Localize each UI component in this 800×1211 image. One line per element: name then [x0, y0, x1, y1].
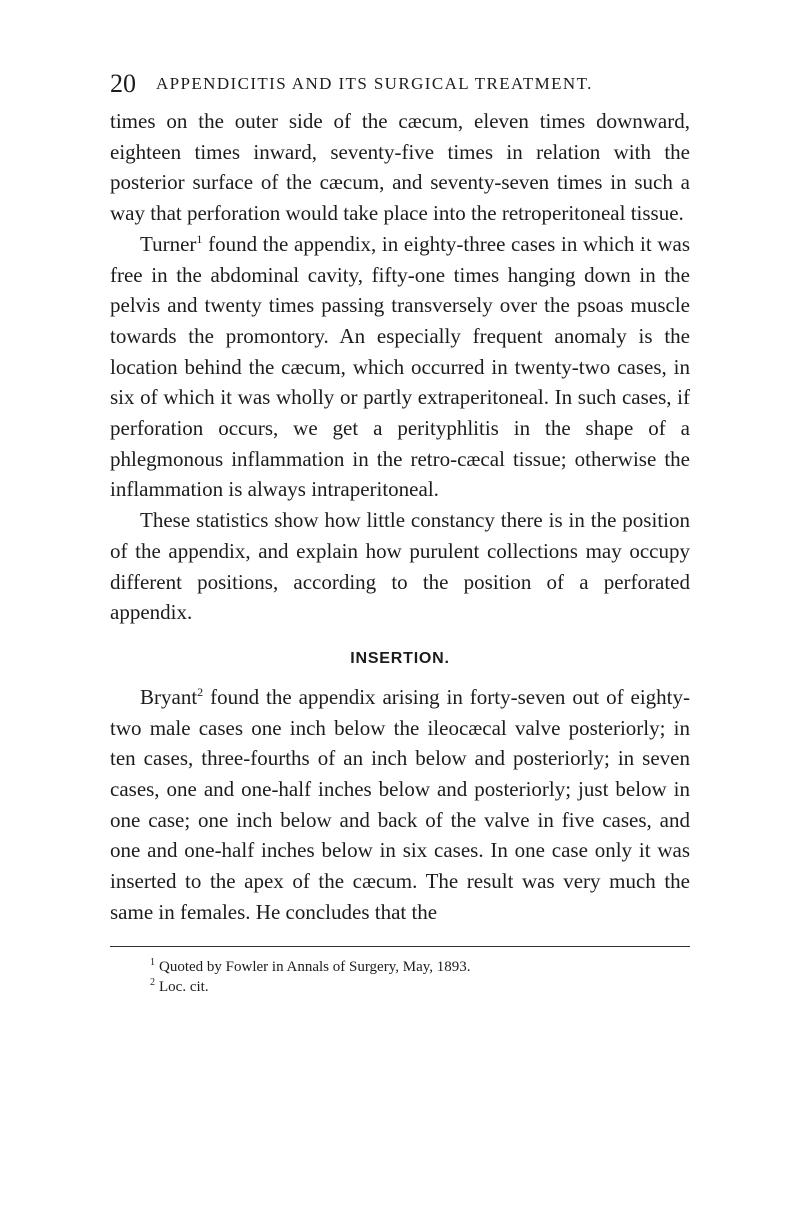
running-title: APPENDICITIS AND ITS SURGICAL TREATMENT. [156, 74, 593, 93]
paragraph-body: found the appendix, in eighty-three cases in which it was free in the abdominal cavity, fifty-one times hanging down in the pelvis and twenty times passing transversely over the psoas muscle towards the promontory. An especially frequent anomaly is the location behind the cæcum, which occurred in twenty-two cases, in six of which it was wholly or partly extraperitoneal. In such cases, if perforation occurs, we get a perityphlitis in the shape of a phlegmonous inflammation in the retro-cæcal tissue; otherwise the inflammation is always intraperitoneal. [110, 231, 690, 502]
paragraph-body: found the appendix arising in forty-seven out of eighty-two male cases one inch below the ileocæcal valve posteriorly; in ten cases, three-fourths of an inch below and posteriorly; in seven cases, one and one-half inches below and posteriorly; just below in one case; one inch below and back of the valve in five cases, and one and one-half inches below in six cases. In one case only it was inserted to the apex of the cæcum. The result was very much the same in females. He concludes that the [110, 684, 690, 924]
section-heading-insertion: INSERTION. [350, 649, 450, 667]
footnote-1 [150, 957, 690, 977]
footnote-text: Loc. cit. [159, 978, 209, 995]
page-number: 20 [110, 69, 136, 98]
paragraph-continued: times on the outer side of the cæcum, eleven times downward, eighteen times inward, seventy-five times in relation with the posterior surface of the cæcum, and seventy-seven times in such a way that perforation would take place into the retroperitoneal tissue. [110, 109, 690, 226]
footnote-mark: 1 [150, 956, 155, 968]
footnote-divider [110, 946, 690, 947]
paragraph-lead: Bryant [140, 684, 198, 709]
footnotes [110, 957, 690, 997]
footnote-mark: 2 [150, 976, 155, 988]
document-page [110, 62, 690, 997]
paragraph-bryant [110, 682, 690, 928]
footnote-text: Quoted by Fowler in Annals of Surgery, May, 1893. [159, 958, 471, 975]
paragraph-statistics: These statistics show how little constancy there is in the position of the appendix, and explain how purulent collections may occupy different positions, according to the position of a perforated appendix. [110, 508, 690, 625]
footnote-ref-2: 2 [197, 684, 204, 699]
footnote-2 [150, 977, 690, 997]
paragraph-lead: Turner [140, 231, 197, 256]
paragraph-turner [110, 229, 690, 505]
footnote-ref-1: 1 [196, 231, 203, 246]
body-text [110, 106, 690, 928]
running-header [110, 62, 690, 106]
